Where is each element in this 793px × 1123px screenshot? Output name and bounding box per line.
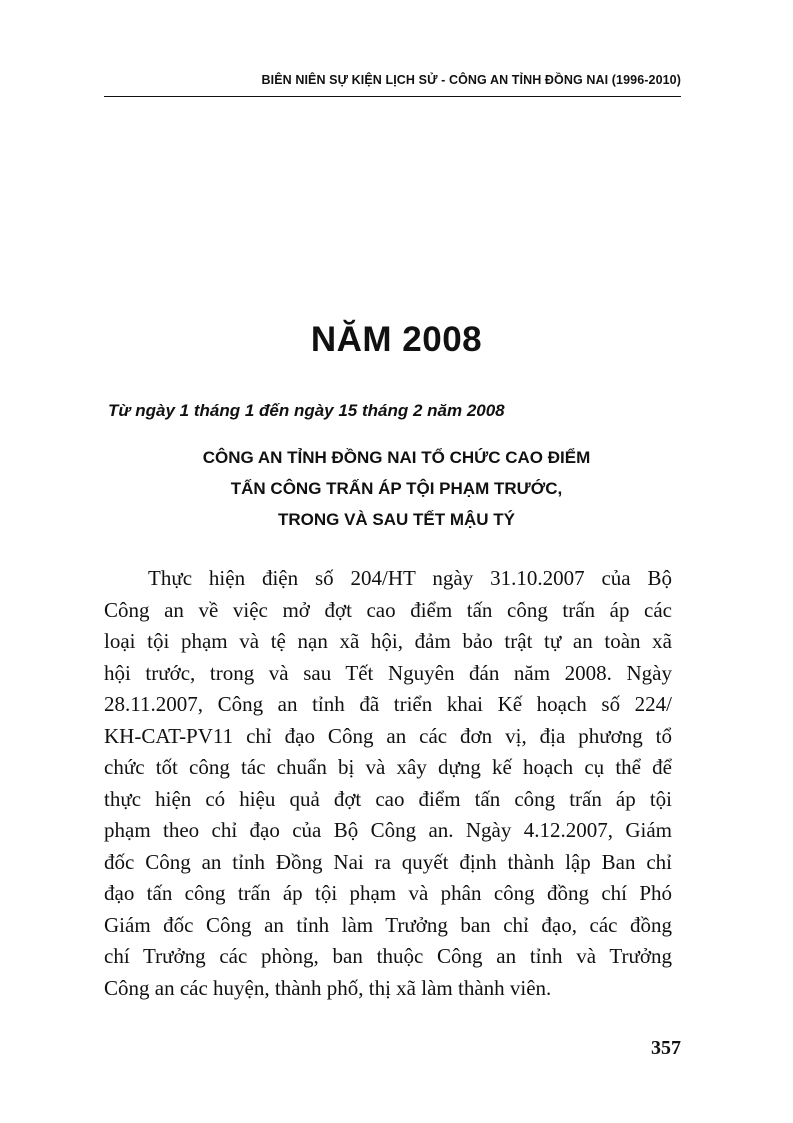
running-header: BIÊN NIÊN SỰ KIỆN LỊCH SỬ - CÔNG AN TỈNH ĐỒNG NAI (1996-2010) bbox=[261, 73, 681, 87]
body-line: 28.11.2007, Công an tỉnh đã triển khai Kế hoạch số 224/ bbox=[104, 692, 672, 716]
heading-line: CÔNG AN TỈNH ĐỒNG NAI TỔ CHỨC CAO ĐIỂM bbox=[202, 448, 591, 467]
body-line: đạo tấn công trấn áp tội phạm và phân công đồng chí Phó bbox=[104, 881, 672, 905]
body-line: chức tốt công tác chuẩn bị và xây dựng kế hoạch cụ thể để bbox=[104, 755, 672, 779]
body-line: loại tội phạm và tệ nạn xã hội, đảm bảo trật tự an toàn xã bbox=[104, 629, 672, 653]
body-line: đốc Công an tỉnh Đồng Nai ra quyết định thành lập Ban chỉ bbox=[104, 849, 672, 874]
section-heading bbox=[104, 442, 689, 535]
body-line: Thực hiện điện số 204/HT ngày 31.10.2007 của Bộ bbox=[148, 566, 672, 590]
body-paragraph bbox=[104, 563, 672, 1004]
body-line: thực hiện có hiệu quả đợt cao điểm tấn công trấn áp tội bbox=[104, 786, 672, 811]
header-rule bbox=[104, 96, 681, 97]
heading-line: TẤN CÔNG TRẤN ÁP TỘI PHẠM TRƯỚC, bbox=[230, 479, 563, 498]
body-line: Giám đốc Công an tỉnh làm Trưởng ban chỉ đạo, các đồng bbox=[104, 912, 672, 937]
body-line: Công an các huyện, thành phố, thị xã làm thành viên. bbox=[104, 975, 552, 1000]
body-line: hội trước, trong và sau Tết Nguyên đán năm 2008. Ngày bbox=[104, 660, 672, 685]
date-line: Từ ngày 1 tháng 1 đến ngày 15 tháng 2 năm 2008 bbox=[108, 401, 505, 420]
body-line: KH-CAT-PV11 chỉ đạo Công an các đơn vị, địa phương tổ bbox=[104, 723, 672, 748]
page-number: 357 bbox=[651, 1037, 681, 1059]
year-title: NĂM 2008 bbox=[310, 320, 483, 359]
body-line: chí Trưởng các phòng, ban thuộc Công an tỉnh và Trưởng bbox=[104, 944, 672, 968]
body-line: Công an về việc mở đợt cao điểm tấn công trấn áp các bbox=[104, 597, 672, 622]
heading-line: TRONG VÀ SAU TẾT MẬU TÝ bbox=[277, 510, 516, 529]
body-line: phạm theo chỉ đạo của Bộ Công an. Ngày 4.12.2007, Giám bbox=[104, 818, 672, 842]
